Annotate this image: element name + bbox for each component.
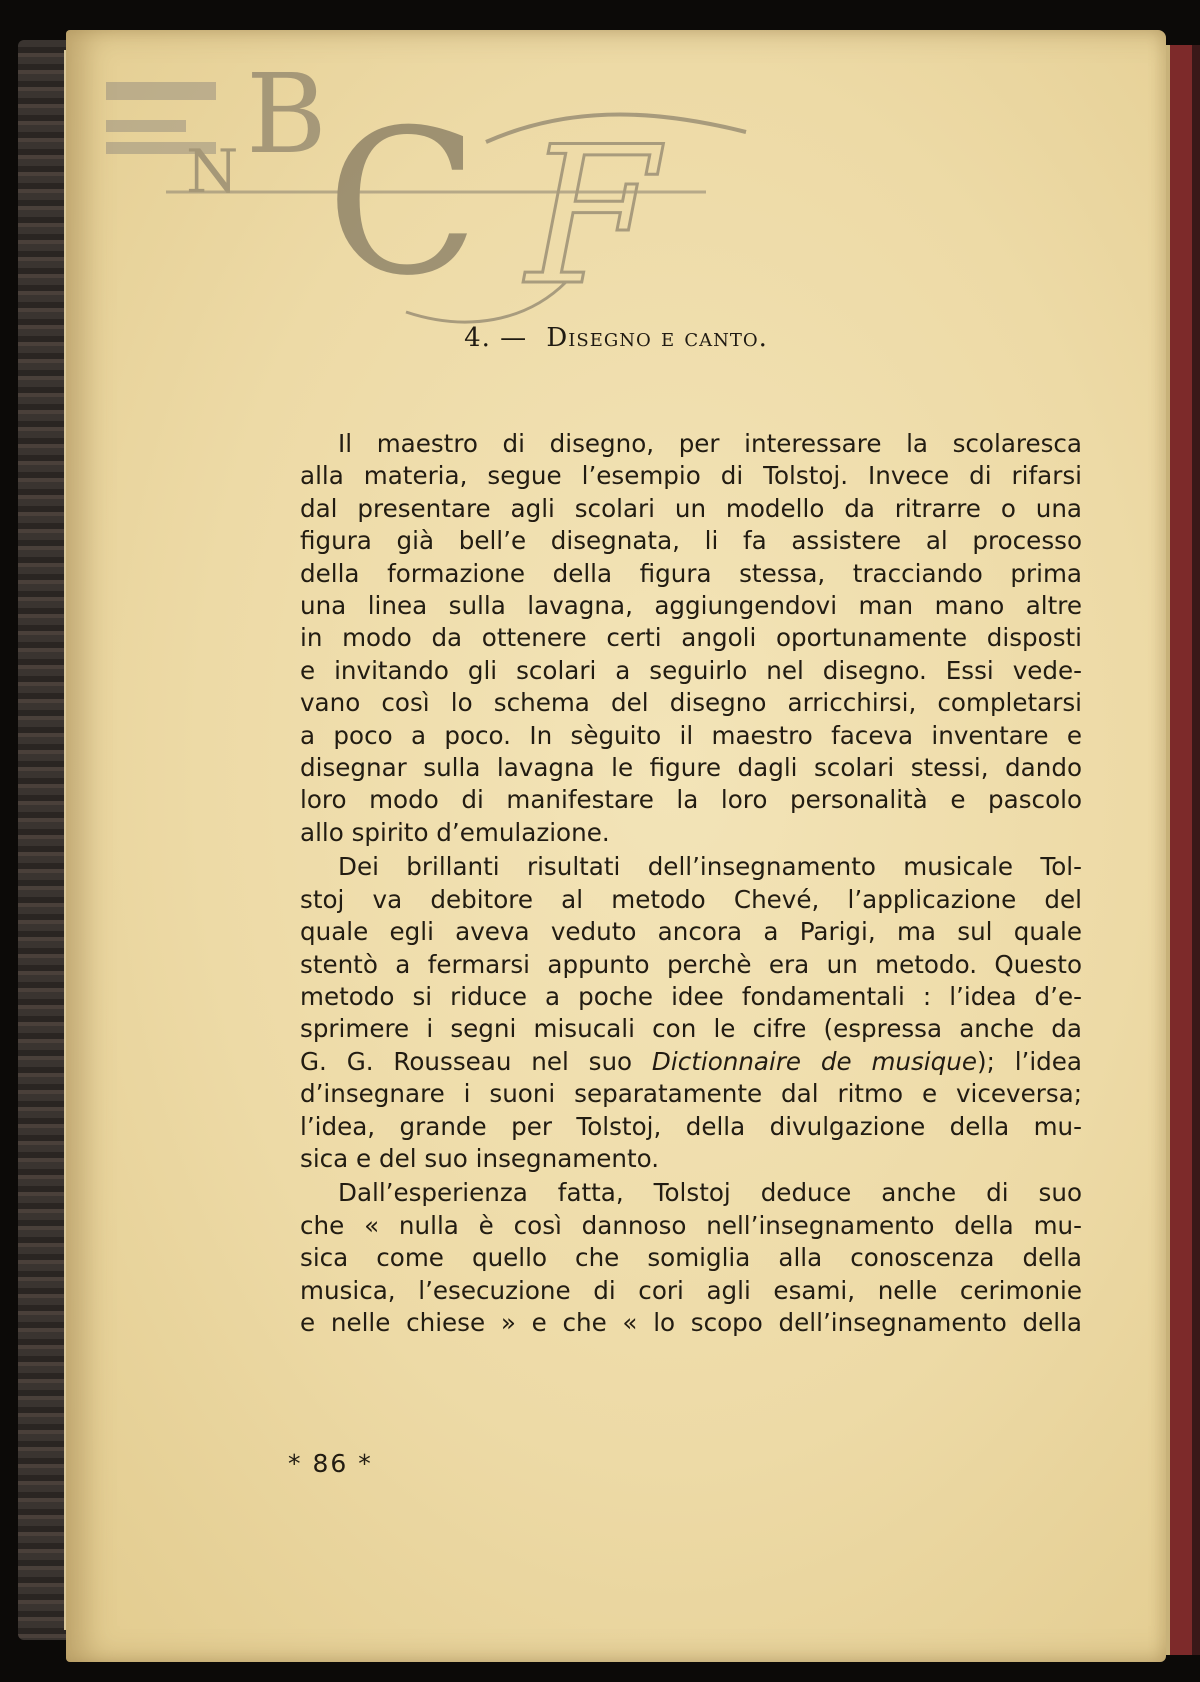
- text-line: della formazione della figura stessa, tracciando prima: [300, 558, 1082, 588]
- text-line: Dall’esperienza fatta, Tolstoj deduce anche di suo: [338, 1178, 1082, 1208]
- text-line: stoj va debitore al metodo Chevé, l’applicazione del: [300, 884, 1082, 914]
- body-text: [300, 428, 1082, 1339]
- section-title: Disegno e canto.: [546, 323, 768, 353]
- book-cover-edge: [1162, 45, 1200, 1655]
- text-line: vano così lo schema del disegno arricchirsi, completarsi: [300, 688, 1082, 718]
- library-watermark-logo: [106, 42, 766, 342]
- text-line: sica e del suo insegnamento.: [300, 1143, 660, 1173]
- text-segment: G. G. Rousseau nel suo: [300, 1046, 652, 1076]
- text-line: una linea sulla lavagna, aggiungendovi man mano altre: [300, 591, 1082, 621]
- text-line: allo spirito d’emulazione.: [300, 817, 610, 847]
- text-line: e invitando gli scolari a seguirlo nel disegno. Essi vede-: [300, 655, 1082, 685]
- book-page: [66, 30, 1166, 1662]
- text-line: loro modo di manifestare la loro personalità e pascolo: [300, 785, 1082, 815]
- text-line: l’idea, grande per Tolstoj, della divulgazione della mu-: [300, 1111, 1082, 1141]
- watermark-letter-b: B: [246, 50, 327, 178]
- text-line: sprimere i segni misucali con le cifre (espressa anche da: [300, 1014, 1082, 1044]
- text-line: dal presentare agli scolari un modello da ritrarre o una: [300, 493, 1082, 523]
- watermark-letter-n: N: [186, 137, 239, 207]
- watermark-letter-f: F: [526, 106, 658, 327]
- text-line: sica come quello che somiglia alla conoscenza della: [300, 1243, 1082, 1273]
- text-line: alla materia, segue l’esempio di Tolstoj. Invece di rifarsi: [300, 461, 1082, 491]
- text-line-with-italic: [300, 1046, 1082, 1078]
- text-line: Dei brillanti risultati dell’insegnamento musicale Tol-: [338, 852, 1082, 882]
- text-line: quale egli aveva veduto ancora a Parigi, ma sul quale: [300, 917, 1082, 947]
- section-number: 4. —: [464, 323, 528, 353]
- text-line: musica, l’esecuzione di cori agli esami, nelle cerimonie: [300, 1275, 1082, 1305]
- text-line: e nelle chiese » e che « lo scopo dell’insegnamento della: [300, 1307, 1082, 1337]
- text-line: stentò a fermarsi appunto perchè era un metodo. Questo: [300, 949, 1082, 979]
- text-line: in modo da ottenere certi angoli oportunamente disposti: [300, 623, 1082, 653]
- italic-title: Dictionnaire de musique: [651, 1046, 977, 1076]
- text-line: che « nulla è così dannoso nell’insegnamento della mu-: [300, 1210, 1082, 1240]
- text-line: disegnar sulla lavagna le figure dagli scolari stessi, dando: [300, 753, 1082, 783]
- text-line: a poco a poco. In sèguito il maestro faceva inventare e: [300, 720, 1082, 750]
- watermark-letter-c: C: [326, 87, 480, 320]
- book-spine-edge: [18, 40, 66, 1640]
- text-line: figura già bell’e disegnata, li fa assistere al processo: [300, 526, 1082, 556]
- section-heading: [66, 323, 1166, 353]
- text-line: Il maestro di disegno, per interessare la scolaresca: [338, 429, 1082, 458]
- text-line: metodo si riduce a poche idee fondamentali : l’idea d’e-: [300, 981, 1082, 1011]
- text-segment: ); l’idea: [976, 1046, 1082, 1076]
- page-number: * 86 *: [288, 1449, 373, 1478]
- text-line: d’insegnare i suoni separatamente dal ritmo e viceversa;: [300, 1079, 1082, 1109]
